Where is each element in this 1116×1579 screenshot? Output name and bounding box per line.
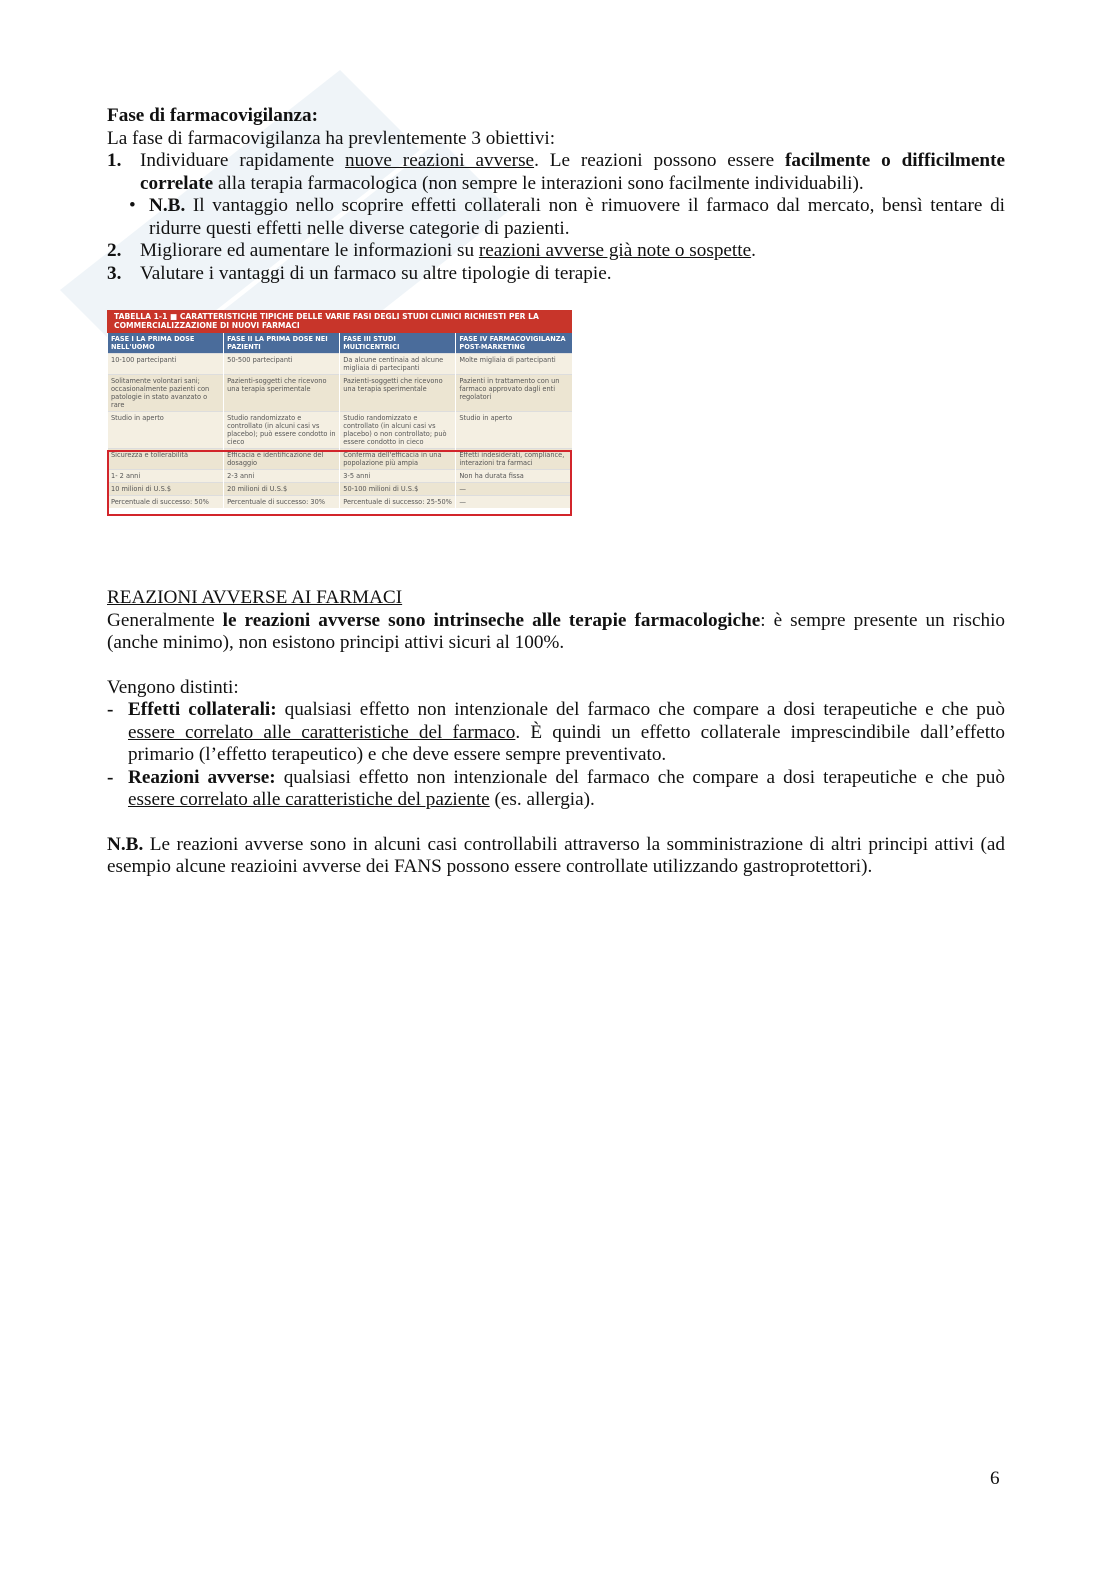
intro-text: La fase di farmacovigilanza ha prevlentemente 3 obiettivi: <box>107 127 556 149</box>
table-header-row <box>108 333 573 354</box>
phases-table <box>107 333 572 508</box>
paragraph: Generalmente le reazioni avverse sono intrinseche alle terapie farmacologiche: è sempre presente un rischio (anche minimo), non esistono principi attivi sicuri al 100%. <box>107 609 1005 653</box>
nb-paragraph: N.B. Le reazioni avverse sono in alcuni casi controllabili attraverso la somministrazione di altri principi attivi (ad esempio alcune reazioini avverse dei FANS possono essere controllate utilizzando gastroprotettori). <box>107 833 1005 877</box>
page-number: 6 <box>990 1468 1000 1489</box>
list-item: - Reazioni avverse: qualsiasi effetto non intenzionale del farmaco che compare a dosi terapeutiche e che può essere correlato alle caratteristiche del paziente (es. allergia). <box>107 766 1005 810</box>
column-header: FASE I LA PRIMA DOSE NELL'UOMO <box>108 333 224 354</box>
list-item: 2. Migliorare ed aumentare le informazioni su reazioni avverse già note o sospette. <box>107 240 756 261</box>
list-number: 3. <box>107 262 122 284</box>
table-row: Solitamente volontari sani; occasionalmente pazienti con patologie in stato avanzato o rare Pazienti-soggetti che ricevono una terapia sperimentale Pazienti-soggetti che ricevono una terapia sperimentale Pazienti in trattamento con un farmaco approvato dagli enti regolatori <box>108 375 573 412</box>
dash-marker: - <box>107 699 114 720</box>
table-row: Sicurezza e tollerabilità Efficacia e identificazione del dosaggio Conferma dell'efficacia in una popolazione più ampia Effetti indesiderati, compliance, interazioni tra farmaci <box>108 449 573 470</box>
list-item: 1. Individuare rapidamente nuove reazioni avverse. Le reazioni possono essere facilmente o difficilmente correlate alla terapia farmacologica (non sempre le interazioni sono facilmente individuabili). <box>107 150 1005 194</box>
table-title: TABELLA 1-1 ■ CARATTERISTICHE TIPICHE DELLE VARIE FASI DEGLI STUDI CLINICI RICHIESTI PER LA COMMERCIALIZZAZIONE DI NUOVI FARMACI <box>107 310 572 333</box>
list-number: 1. <box>107 150 122 171</box>
list-item: - Effetti collaterali: qualsiasi effetto non intenzionale del farmaco che compare a dosi terapeutiche e che può essere correlato alle caratteristiche del farmaco. È quindi un effetto collaterale imprescindibile dall’effetto primario (l’effetto terapeutico) e che deve essere sempre preventivato. <box>107 699 1006 765</box>
table-row: 10-100 partecipanti 50-500 partecipanti Da alcune centinaia ad alcune migliaia di partecipanti Molte migliaia di partecipanti <box>108 354 573 375</box>
column-header: FASE III STUDI MULTICENTRICI <box>340 333 456 354</box>
list-item: 3. Valutare i vantaggi di un farmaco su altre tipologie di terapie. <box>107 262 612 284</box>
column-header: FASE IV FARMACOVIGILANZA POST-MARKETING <box>456 333 572 354</box>
section-heading: REAZIONI AVVERSE AI FARMACI <box>107 587 403 608</box>
bullet-icon: • <box>129 195 136 216</box>
table-row: Studio in aperto Studio randomizzato e controllato (in alcuni casi vs placebo); può essere condotto in cieco Studio randomizzato e controllato (in alcuni casi vs placebo) o non controllato; può essere condotto in cieco Studio in aperto <box>108 412 573 449</box>
dash-marker: - <box>107 766 114 788</box>
clinical-phases-table-image <box>107 310 572 508</box>
table-row: Percentuale di successo: 50% Percentuale di successo: 30% Percentuale di successo: 25-50% — <box>108 496 573 509</box>
table-row: 1- 2 anni 2-3 anni 3-5 anni Non ha durata fissa <box>108 470 573 483</box>
column-header: FASE II LA PRIMA DOSE NEI PAZIENTI <box>224 333 340 354</box>
section-heading: Fase di farmacovigilanza: <box>107 105 319 126</box>
list-number: 2. <box>107 240 122 261</box>
bullet-note: • N.B. Il vantaggio nello scoprire effetti collaterali non è rimuovere il farmaco dal mercato, bensì tentare di ridurre questi effetti nelle diverse categorie di pazienti. <box>129 195 1005 239</box>
paragraph: Vengono distinti: <box>107 676 239 698</box>
table-row: 10 milioni di U.S.$ 20 milioni di U.S.$ 50-100 milioni di U.S.$ — <box>108 483 573 496</box>
